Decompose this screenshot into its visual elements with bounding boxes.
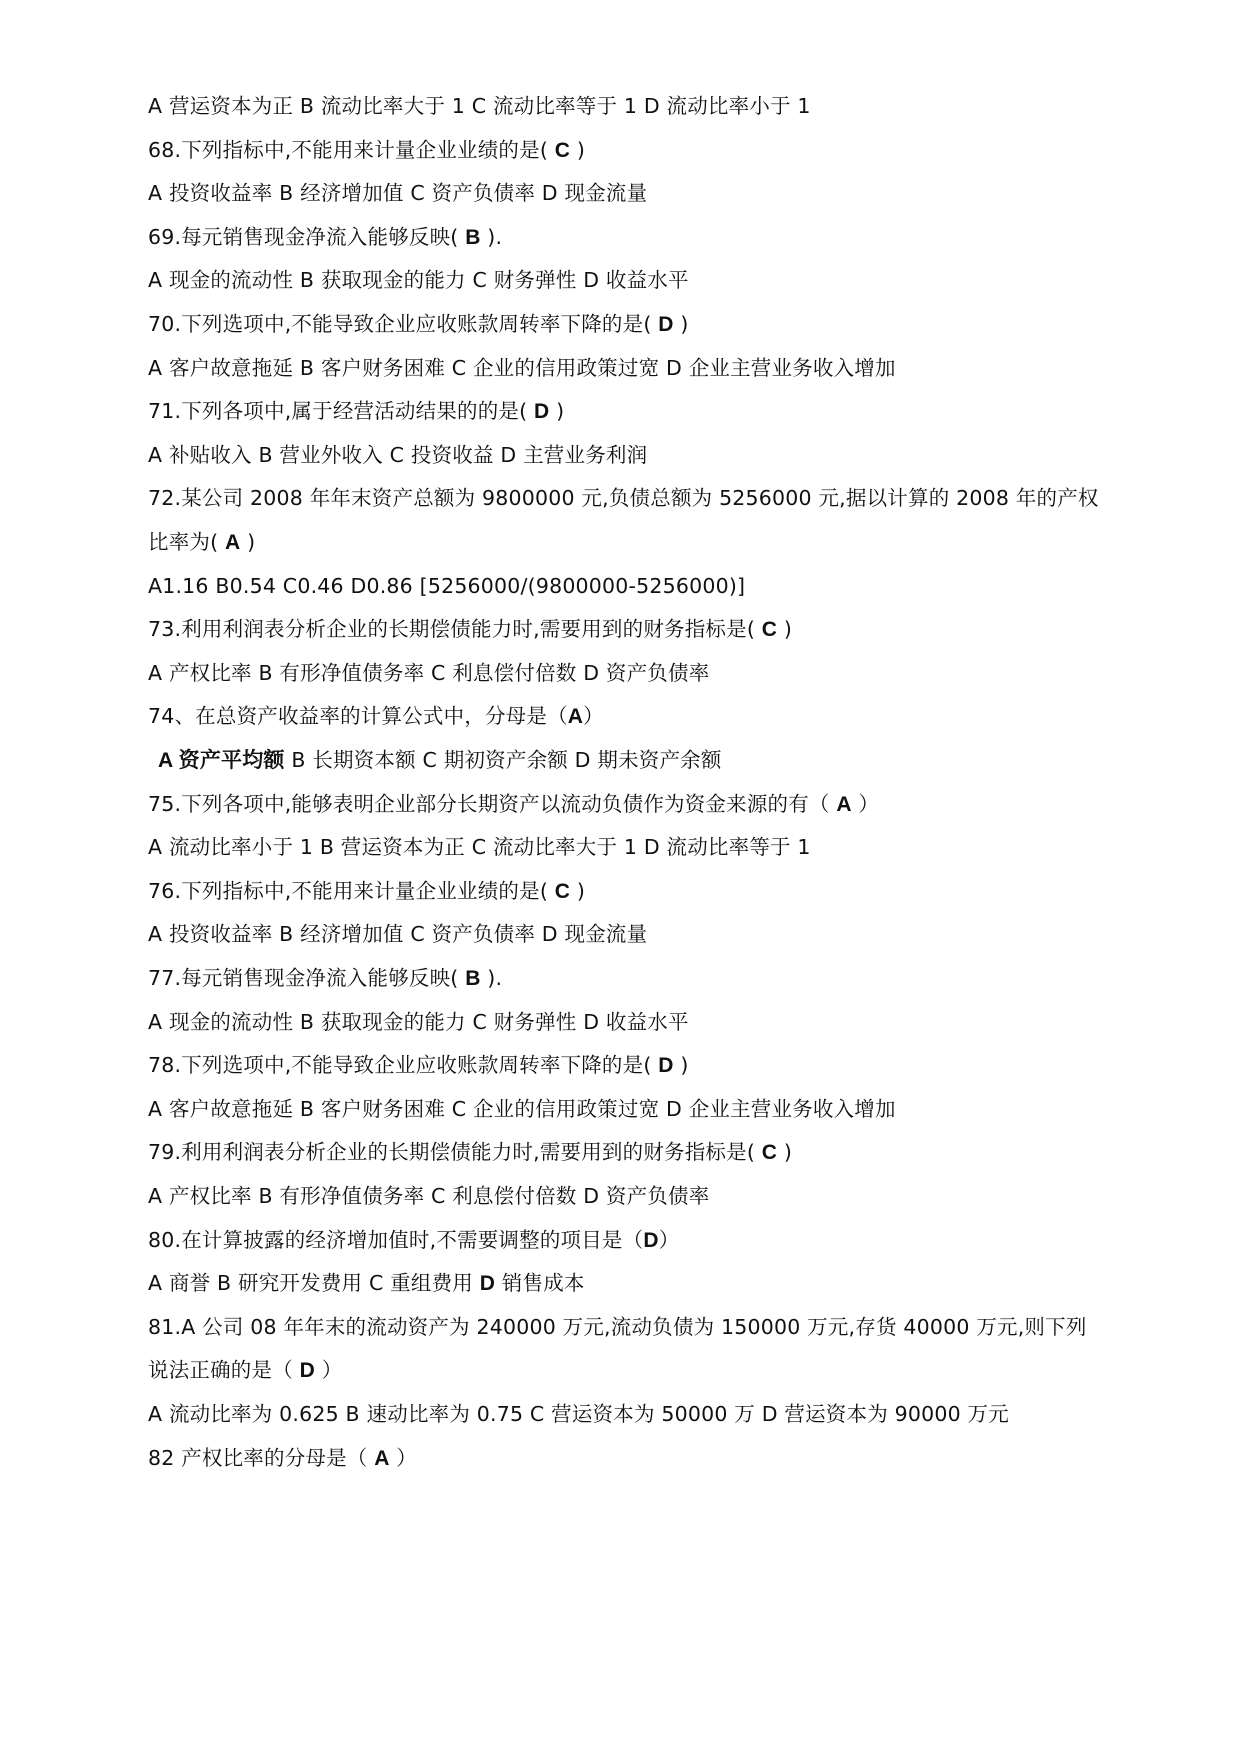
line-text: A1.16 B0.54 C0.46 D0.86 [5256000/(9800000-5256000)] [148, 573, 746, 598]
line-text: ) [777, 617, 793, 642]
line-text: 70.下列选项中,不能导致企业应收账款周转率下降的是( [148, 312, 659, 336]
line-text: 68.下列指标中,不能用来计量企业业绩的是( [148, 137, 555, 162]
answer-text: B [465, 225, 481, 249]
line-text: 81.A 公司 08 年年末的流动资产为 240000 万元,流动负债为 150000 万元,存货 40000 万元,则下列 [148, 1314, 1087, 1339]
answer-text: D [643, 1228, 659, 1252]
line-text: A 商誉 B 研究开发费用 C 重组费用 [148, 1271, 480, 1296]
answer-text: A 资产平均额 [158, 749, 285, 772]
answer-text: C [554, 138, 571, 162]
line-text: ） [658, 1227, 680, 1252]
line-text: A 投资收益率 B 经济增加值 C 资产负债率 D 现金流量 [148, 922, 648, 947]
line-text: ） [851, 791, 880, 816]
text-line [148, 1438, 1108, 1478]
line-text: A 现金的流动性 B 获取现金的能力 C 财务弹性 D 收益水平 [148, 268, 689, 293]
text-line [148, 435, 1108, 475]
line-text: ） [583, 704, 604, 729]
text-line [148, 1263, 1108, 1303]
line-text: ） [389, 1445, 418, 1470]
line-text: A 客户故意拖延 B 客户财务困难 C 企业的信用政策过宽 D 企业主营业务收入增加 [148, 1096, 896, 1121]
line-text: A 客户故意拖延 B 客户财务困难 C 企业的信用政策过宽 D 企业主营业务收入增加 [148, 355, 896, 380]
line-text: 71.下列各项中,属于经营活动结果的的是( [148, 399, 535, 424]
line-text: A 流动比率小于 1 B 营运资本为正 C 流动比率大于 1 D 流动比率等于 1 [148, 835, 811, 860]
text-line [148, 522, 1108, 562]
line-text: ). [480, 224, 503, 249]
answer-text: A [567, 705, 584, 729]
answer-text: C [761, 1141, 778, 1165]
line-text: 80.在计算披露的经济增加值时,不需要调整的项目是（ [148, 1227, 644, 1252]
line-text: 说法正确的是（ [148, 1358, 300, 1383]
line-text: B 长期资本额 C 期初资产余额 D 期未资产余额 [284, 748, 722, 772]
answer-text: B [465, 967, 481, 990]
line-text: A 流动比率为 0.625 B 速动比率为 0.75 C 营运资本为 50000 万 D 营运资本为 90000 万元 [148, 1402, 1009, 1426]
line-text: A 补贴收入 B 营业外收入 C 投资收益 D 主营业务利润 [148, 442, 648, 467]
line-text: ) [570, 137, 586, 162]
line-text: ) [549, 399, 565, 424]
line-text: 74、在总资产收益率的计算公式中，分母是（ [148, 704, 568, 729]
text-line [148, 1394, 1108, 1434]
text-line [148, 260, 1108, 300]
line-text: ) [570, 878, 586, 903]
answer-text: D [658, 313, 674, 336]
text-line [148, 1307, 1108, 1347]
answer-text: C [761, 618, 778, 642]
answer-text: C [554, 879, 571, 903]
line-text: ). [480, 966, 503, 990]
line-text: ) [240, 530, 256, 554]
text-line [158, 740, 1118, 780]
line-text: ) [673, 1053, 689, 1078]
line-text: A 投资收益率 B 经济增加值 C 资产负债率 D 现金流量 [148, 181, 648, 206]
text-line [148, 827, 1108, 867]
text-line [148, 478, 1108, 518]
answer-text: A [374, 1446, 390, 1470]
text-line [148, 1176, 1108, 1216]
text-line [148, 130, 1108, 170]
answer-text: A [225, 531, 241, 554]
line-text: 69.每元销售现金净流入能够反映( [148, 224, 466, 249]
line-text: 72.某公司 2008 年年末资产总额为 9800000 元,负债总额为 5256000 元,据以计算的 2008 年的产权 [148, 486, 1099, 511]
text-line [148, 871, 1108, 911]
text-line [148, 609, 1108, 649]
text-line [148, 217, 1108, 257]
answer-text: D [299, 1359, 315, 1383]
text-line [148, 173, 1108, 213]
text-line [148, 958, 1108, 998]
answer-text: D [479, 1272, 496, 1296]
line-text: A 营运资本为正 B 流动比率大于 1 C 流动比率等于 1 D 流动比率小于 1 [148, 94, 811, 118]
line-text: 75.下列各项中,能够表明企业部分长期资产以流动负债作为资金来源的有（ [148, 791, 837, 816]
text-line [148, 86, 1108, 126]
line-text: 79.利用利润表分析企业的长期偿债能力时,需要用到的财务指标是( [148, 1140, 762, 1165]
line-text: 82 产权比率的分母是（ [148, 1445, 375, 1470]
line-text: A 产权比率 B 有形净值债务率 C 利息偿付倍数 D 资产负债率 [148, 660, 710, 685]
text-line [148, 696, 1108, 736]
text-line [148, 1045, 1108, 1085]
text-line [148, 1132, 1108, 1172]
line-text: 78.下列选项中,不能导致企业应收账款周转率下降的是( [148, 1053, 659, 1078]
line-text: 73.利用利润表分析企业的长期偿债能力时,需要用到的财务指标是( [148, 617, 762, 642]
line-text: ） [315, 1358, 343, 1383]
text-line [148, 304, 1108, 344]
line-text: 76.下列指标中,不能用来计量企业业绩的是( [148, 878, 555, 903]
text-line [148, 784, 1108, 824]
line-text: ) [673, 312, 689, 336]
answer-text: D [534, 400, 550, 424]
text-line [148, 1350, 1108, 1390]
text-line [148, 1002, 1108, 1042]
text-line [148, 391, 1108, 431]
text-line [148, 653, 1108, 693]
line-text: 比率为( [148, 530, 226, 554]
text-line [148, 1220, 1108, 1260]
line-text: ) [777, 1140, 793, 1165]
answer-text: D [658, 1054, 674, 1078]
line-text: A 产权比率 B 有形净值债务率 C 利息偿付倍数 D 资产负债率 [148, 1184, 710, 1208]
text-line [148, 566, 1108, 606]
text-line [148, 348, 1108, 388]
line-text: 77.每元销售现金净流入能够反映( [148, 966, 466, 990]
line-text: A 现金的流动性 B 获取现金的能力 C 财务弹性 D 收益水平 [148, 1009, 689, 1034]
line-text: 销售成本 [495, 1271, 585, 1296]
text-line [148, 914, 1108, 954]
answer-text: A [836, 792, 852, 816]
text-line [148, 1089, 1108, 1129]
